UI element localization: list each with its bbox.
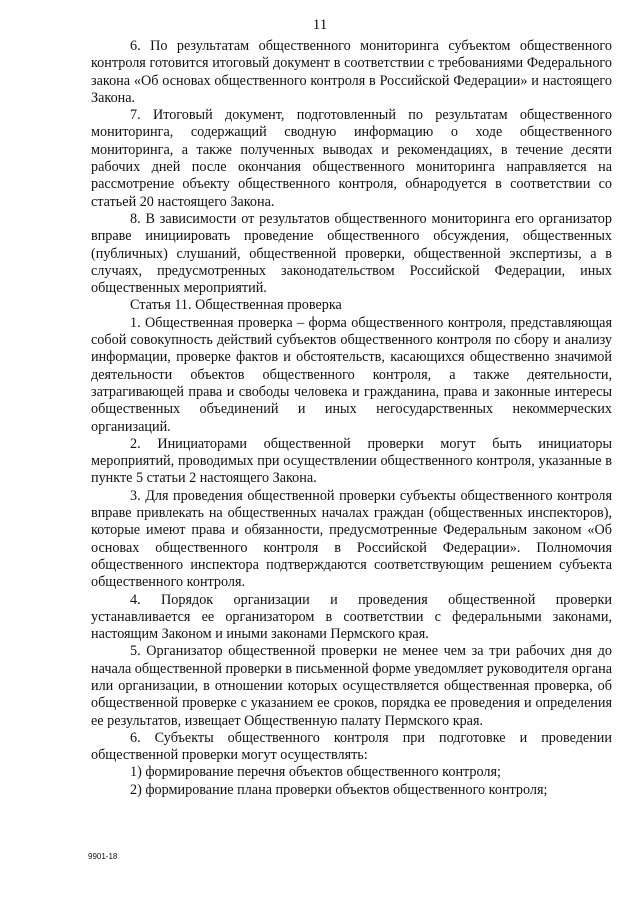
footer-document-code: 9901-18 xyxy=(88,852,118,861)
paragraph-7-final-document: 7. Итоговый документ, подготовленный по результатам общественного мониторинга, содержащий сводную информацию о ходе общественного мониторинга, а также полученных выводах и рекомендациях, в течение десяти рабочих дней после окончания общественного мониторинга направляется на рассмотрение объекту общественного контроля, обнародуется в соответствии со статьей 20 настоящего Закона. xyxy=(91,107,612,210)
paragraph-1-public-inspection: 1. Общественная проверка – форма общественного контроля, представляющая собой совокупность действий субъектов общественного контроля по сбору и анализу информации, проверке фактов и обстоятельств, касающихся общественно значимой деятельности объектов общественного контроля, а также деятельности, затрагивающей права и свободы человека и гражданина, права и законные интересы общественных объединений и иных негосударственных некоммерческих организаций. xyxy=(91,314,612,435)
list-item-1: 1) формирование перечня объектов общественного контроля; xyxy=(130,764,501,781)
page-number: 11 xyxy=(312,17,328,33)
paragraph-4-procedure: 4. Порядок организации и проведения общественной проверки устанавливается ее организатором в соответствии с федеральными законами, настоящим Законом и иными законами Пермского края. xyxy=(91,591,612,643)
document-body xyxy=(91,38,612,799)
paragraph-3-public-inspectors: 3. Для проведения общественной проверки субъекты общественного контроля вправе привлекать на общественных началах граждан (общественных инспекторов), которые имеют права и обязанности, предусмотренные Федеральным законом «Об основах общественного контроля в Российской Федерации». Полномочия общественного инспектора подтверждаются соответствующим решением субъекта общественного контроля. xyxy=(91,487,612,591)
article-11-heading: Статья 11. Общественная проверка xyxy=(130,297,342,314)
paragraph-5-notification: 5. Организатор общественной проверки не менее чем за три рабочих дня до начала общественной проверки в письменной форме уведомляет руководителя органа или организации, в отношении которых осуществляется общественная проверка, об общественной проверке с указанием ее сроков, порядка ее проведения и определения ее результатов, извещает Общественную палату Пермского края. xyxy=(91,643,612,729)
list-item-2: 2) формирование плана проверки объектов общественного контроля; xyxy=(130,781,548,798)
paragraph-6-monitoring-report: 6. По результатам общественного мониторинга субъектом общественного контроля готовится итоговый документ в соответствии с требованиями Федерального закона «Об основах общественного контроля в Российской Федерации» и настоящего Закона. xyxy=(91,38,612,106)
paragraph-8-organizer-rights: 8. В зависимости от результатов общественного мониторинга его организатор вправе инициировать проведение общественного обсуждения, общественных (публичных) слушаний, общественной проверки, общественной экспертизы, а в случаях, предусмотренных законодательством Российской Федерации, иных общественных мероприятий. xyxy=(91,210,612,297)
paragraph-2-initiators: 2. Инициаторами общественной проверки могут быть инициаторы мероприятий, проводимых при осуществлении общественного контроля, указанные в пункте 5 статьи 2 настоящего Закона. xyxy=(91,435,612,487)
paragraph-6-subjects-actions: 6. Субъекты общественного контроля при подготовке и проведении общественной проверки могут осуществлять: xyxy=(91,729,612,764)
